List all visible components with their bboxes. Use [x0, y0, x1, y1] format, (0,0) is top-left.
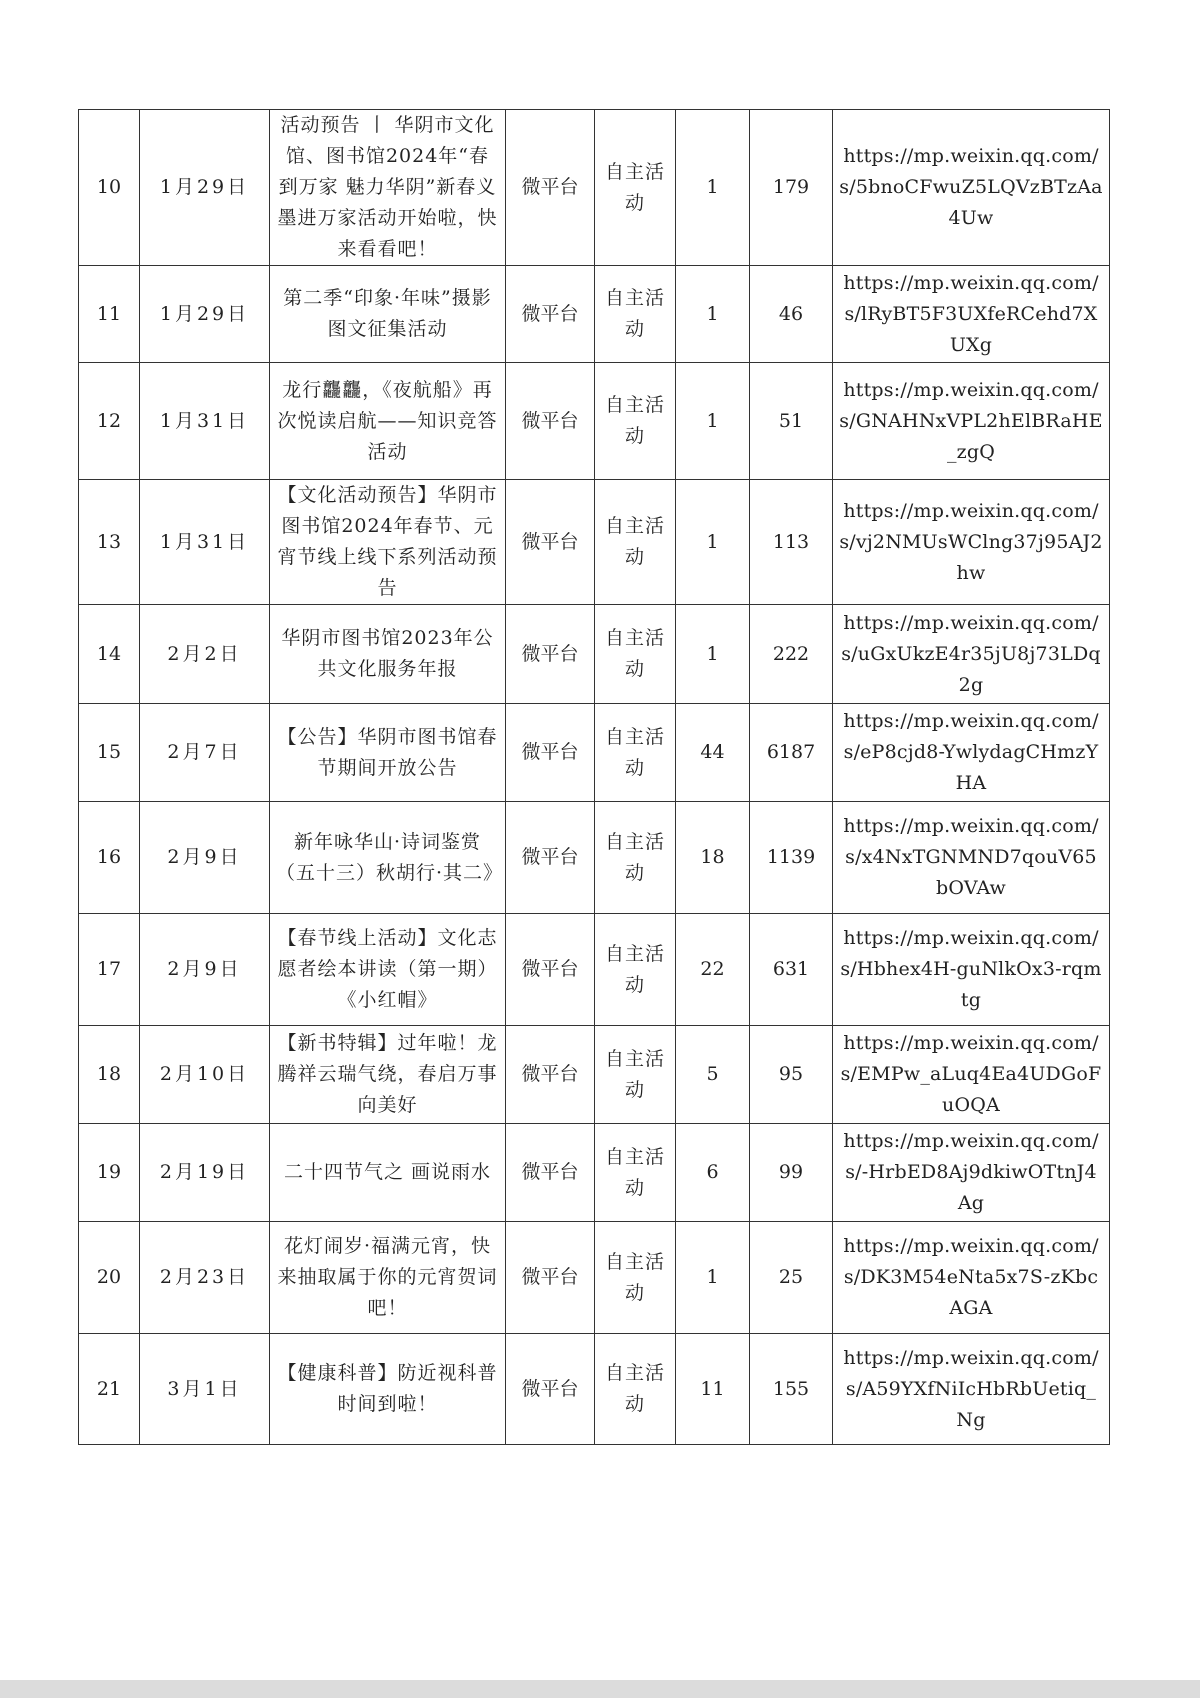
article-link[interactable]: https://mp.weixin.qq.com/s/GNAHNxVPL2hElBRaHE_zgQ: [833, 363, 1110, 480]
platform: 微平台: [506, 1222, 595, 1334]
views-count: 95: [750, 1026, 833, 1124]
publish-date: 2月7日: [140, 704, 270, 802]
article-link[interactable]: https://mp.weixin.qq.com/s/Hbhex4H-guNlkOx3-rqmtg: [833, 914, 1110, 1026]
platform: 微平台: [506, 704, 595, 802]
row-number: 11: [79, 266, 140, 363]
views-count: 25: [750, 1222, 833, 1334]
table-row: [79, 1026, 1110, 1124]
table-row: [79, 704, 1110, 802]
table-row: [79, 605, 1110, 704]
table-row: [79, 363, 1110, 480]
activity-table: [78, 109, 1110, 1445]
article-title: 【春节线上活动】文化志愿者绘本讲读（第一期）《小红帽》: [270, 914, 506, 1026]
views-count: 113: [750, 480, 833, 605]
likes-count: 44: [676, 704, 750, 802]
row-number: 14: [79, 605, 140, 704]
platform: 微平台: [506, 110, 595, 266]
likes-count: 1: [676, 363, 750, 480]
article-link[interactable]: https://mp.weixin.qq.com/s/eP8cjd8-YwlydagCHmzYHA: [833, 704, 1110, 802]
article-title: 活动预告 丨 华阴市文化馆、图书馆2024年“春到万家 魅力华阴”新春义墨进万家活动开始啦，快来看看吧！: [270, 110, 506, 266]
views-count: 155: [750, 1334, 833, 1445]
row-number: 16: [79, 802, 140, 914]
article-link[interactable]: https://mp.weixin.qq.com/s/DK3M54eNta5x7S-zKbcAGA: [833, 1222, 1110, 1334]
views-count: 222: [750, 605, 833, 704]
article-title: 【健康科普】防近视科普时间到啦！: [270, 1334, 506, 1445]
activity-type: 自主活动: [595, 704, 676, 802]
views-count: 1139: [750, 802, 833, 914]
viewer-bottom-bar: [0, 1680, 1200, 1698]
article-link[interactable]: https://mp.weixin.qq.com/s/x4NxTGNMND7qouV65bOVAw: [833, 802, 1110, 914]
article-title: 华阴市图书馆2023年公共文化服务年报: [270, 605, 506, 704]
publish-date: 2月2日: [140, 605, 270, 704]
row-number: 13: [79, 480, 140, 605]
article-link[interactable]: https://mp.weixin.qq.com/s/5bnoCFwuZ5LQVzBTzAa4Uw: [833, 110, 1110, 266]
article-title: 龙行龘龘，《夜航船》再次悦读启航——知识竞答活动: [270, 363, 506, 480]
row-number: 21: [79, 1334, 140, 1445]
platform: 微平台: [506, 480, 595, 605]
table-row: [79, 110, 1110, 266]
activity-type: 自主活动: [595, 1124, 676, 1222]
activity-type: 自主活动: [595, 802, 676, 914]
publish-date: 2月19日: [140, 1124, 270, 1222]
activity-type: 自主活动: [595, 110, 676, 266]
views-count: 46: [750, 266, 833, 363]
likes-count: 1: [676, 480, 750, 605]
article-link[interactable]: https://mp.weixin.qq.com/s/uGxUkzE4r35jU8j73LDq2g: [833, 605, 1110, 704]
likes-count: 1: [676, 266, 750, 363]
platform: 微平台: [506, 1026, 595, 1124]
publish-date: 1月31日: [140, 480, 270, 605]
views-count: 51: [750, 363, 833, 480]
table-row: [79, 480, 1110, 605]
activity-type: 自主活动: [595, 363, 676, 480]
table-row: [79, 914, 1110, 1026]
publish-date: 3月1日: [140, 1334, 270, 1445]
activity-type: 自主活动: [595, 914, 676, 1026]
article-title: 新年咏华山·诗词鉴赏（五十三）秋胡行·其二》: [270, 802, 506, 914]
activity-type: 自主活动: [595, 1026, 676, 1124]
platform: 微平台: [506, 802, 595, 914]
likes-count: 1: [676, 110, 750, 266]
table-row: [79, 1222, 1110, 1334]
article-title: 花灯闹岁·福满元宵，快来抽取属于你的元宵贺词吧！: [270, 1222, 506, 1334]
table-row: [79, 802, 1110, 914]
table-row: [79, 1124, 1110, 1222]
platform: 微平台: [506, 1124, 595, 1222]
row-number: 15: [79, 704, 140, 802]
row-number: 10: [79, 110, 140, 266]
row-number: 12: [79, 363, 140, 480]
row-number: 17: [79, 914, 140, 1026]
publish-date: 2月9日: [140, 802, 270, 914]
publish-date: 2月9日: [140, 914, 270, 1026]
table-body: [79, 110, 1110, 1445]
table-row: [79, 266, 1110, 363]
row-number: 19: [79, 1124, 140, 1222]
article-title: 第二季“印象·年味”摄影图文征集活动: [270, 266, 506, 363]
likes-count: 22: [676, 914, 750, 1026]
row-number: 20: [79, 1222, 140, 1334]
platform: 微平台: [506, 605, 595, 704]
article-link[interactable]: https://mp.weixin.qq.com/s/lRyBT5F3UXfeRCehd7XUXg: [833, 266, 1110, 363]
views-count: 631: [750, 914, 833, 1026]
likes-count: 1: [676, 605, 750, 704]
likes-count: 11: [676, 1334, 750, 1445]
article-title: 【新书特辑】过年啦！龙腾祥云瑞气绕，春启万事向美好: [270, 1026, 506, 1124]
platform: 微平台: [506, 266, 595, 363]
likes-count: 5: [676, 1026, 750, 1124]
article-link[interactable]: https://mp.weixin.qq.com/s/vj2NMUsWClng37j95AJ2hw: [833, 480, 1110, 605]
activity-type: 自主活动: [595, 1222, 676, 1334]
views-count: 99: [750, 1124, 833, 1222]
likes-count: 1: [676, 1222, 750, 1334]
platform: 微平台: [506, 914, 595, 1026]
views-count: 6187: [750, 704, 833, 802]
activity-type: 自主活动: [595, 480, 676, 605]
article-title: 【文化活动预告】华阴市图书馆2024年春节、元宵节线上线下系列活动预告: [270, 480, 506, 605]
platform: 微平台: [506, 1334, 595, 1445]
publish-date: 2月10日: [140, 1026, 270, 1124]
publish-date: 2月23日: [140, 1222, 270, 1334]
article-title: 【公告】华阴市图书馆春节期间开放公告: [270, 704, 506, 802]
article-link[interactable]: https://mp.weixin.qq.com/s/A59YXfNiIcHbRbUetiq_Ng: [833, 1334, 1110, 1445]
activity-type: 自主活动: [595, 1334, 676, 1445]
article-title: 二十四节气之 画说雨水: [270, 1124, 506, 1222]
publish-date: 1月29日: [140, 110, 270, 266]
article-link[interactable]: https://mp.weixin.qq.com/s/EMPw_aLuq4Ea4UDGoFuOQA: [833, 1026, 1110, 1124]
likes-count: 18: [676, 802, 750, 914]
row-number: 18: [79, 1026, 140, 1124]
activity-type: 自主活动: [595, 266, 676, 363]
publish-date: 1月31日: [140, 363, 270, 480]
likes-count: 6: [676, 1124, 750, 1222]
platform: 微平台: [506, 363, 595, 480]
article-link[interactable]: https://mp.weixin.qq.com/s/-HrbED8Aj9dkiwOTtnJ4Ag: [833, 1124, 1110, 1222]
table-row: [79, 1334, 1110, 1445]
activity-type: 自主活动: [595, 605, 676, 704]
publish-date: 1月29日: [140, 266, 270, 363]
views-count: 179: [750, 110, 833, 266]
